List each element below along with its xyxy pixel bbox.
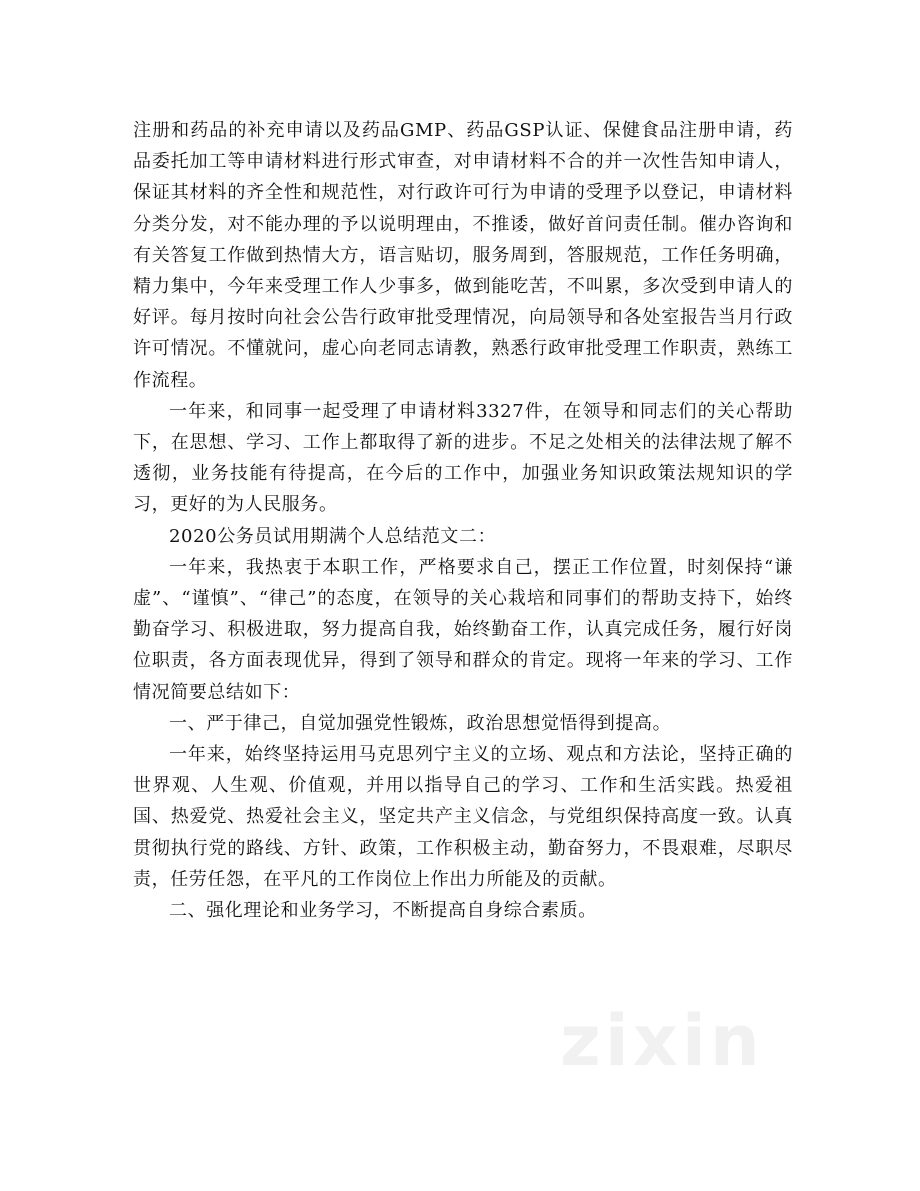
section-title: 2020公务员试用期满个人总结范文二： bbox=[169, 525, 497, 547]
heading-1: 一、严于律己，自觉加强党性锻炼，政治思想觉悟得到提高。 bbox=[169, 712, 672, 734]
paragraph-2: 一年来，和同事一起受理了申请材料3327件，在领导和同志们的关心帮助下，在思想、学习、工作上都取得了新的进步。不足之处相关的法律法规了解不透彻，业务技能有待提高，在今后的工作中，加强业务知识政策法规知识的学习，更好的为人民服务。 bbox=[133, 400, 793, 516]
document-body bbox=[133, 115, 793, 926]
paragraph-4: 一年来，始终坚持运用马克思列宁主义的立场、观点和方法论，坚持正确的世界观、人生观、价值观，并用以指导自己的学习、工作和生活实践。热爱祖国、热爱党、热爱社会主义，坚定共产主义信念，与党组织保持高度一致。认真贯彻执行党的路线、方针、政策，工作积极主动，勤奋努力，不畏艰难，尽职尽责，任劳任怨，在平凡的工作岗位上作出力所能及的贡献。 bbox=[133, 744, 793, 890]
heading-2: 二、强化理论和业务学习，不断提高自身综合素质。 bbox=[169, 900, 597, 922]
watermark-logo: zixin bbox=[560, 1000, 764, 1082]
paragraph-1: 注册和药品的补充申请以及药品GMP、药品GSP认证、保健食品注册申请，药品委托加工等申请材料进行形式审查，对申请材料不合的并一次性告知申请人，保证其材料的齐全性和规范性，对行政许可行为申请的受理予以登记，申请材料分类分发，对不能办理的予以说明理由，不推诿，做好首问责任制。催办咨询和有关答复工作做到热情大方，语言贴切，服务周到，答服规范，工作任务明确，精力集中，今年来受理工作人少事多，做到能吃苦，不叫累，多次受到申请人的好评。每月按时向社会公告行政审批受理情况，向局领导和各处室报告当月行政许可情况。不懂就问，虚心向老同志请教，熟悉行政审批受理工作职责，熟练工作流程。 bbox=[133, 120, 793, 391]
paragraph-3: 一年来，我热衷于本职工作，严格要求自己，摆正工作位置，时刻保持“谦虚”、“谨慎”、“律己”的态度，在领导的关心栽培和同事们的帮助支持下，始终勤奋学习、积极进取，努力提高自我，始终勤奋工作，认真完成任务，履行好岗位职责，各方面表现优异，得到了领导和群众的肯定。现将一年来的学习、工作情况简要总结如下： bbox=[133, 556, 793, 703]
